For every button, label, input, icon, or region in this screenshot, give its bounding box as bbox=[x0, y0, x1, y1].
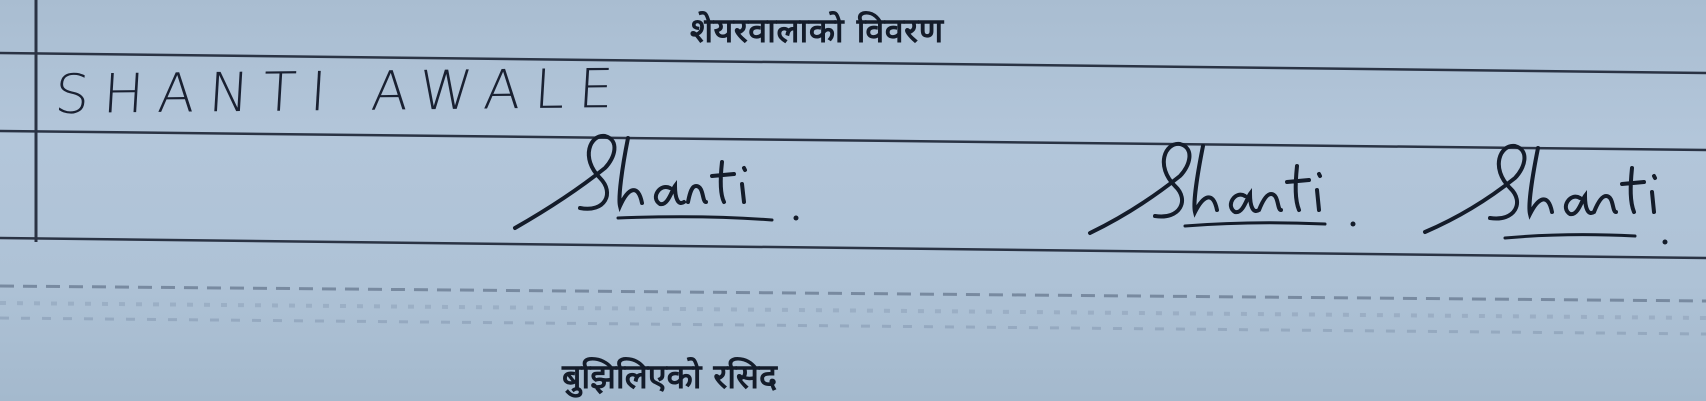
perforation-holes bbox=[0, 303, 1706, 318]
perforation-holes-lower bbox=[0, 318, 1706, 334]
signature-1 bbox=[510, 128, 810, 238]
signature-3 bbox=[1420, 142, 1700, 252]
shareholder-details-heading: शेयरवालाको विवरण bbox=[690, 11, 944, 51]
shareholder-name: SHANTI AWALE bbox=[53, 56, 629, 127]
signature-2 bbox=[1085, 138, 1385, 248]
receipt-heading: बुझिलिएको रसिद bbox=[562, 357, 778, 397]
perforation-line bbox=[0, 286, 1706, 301]
